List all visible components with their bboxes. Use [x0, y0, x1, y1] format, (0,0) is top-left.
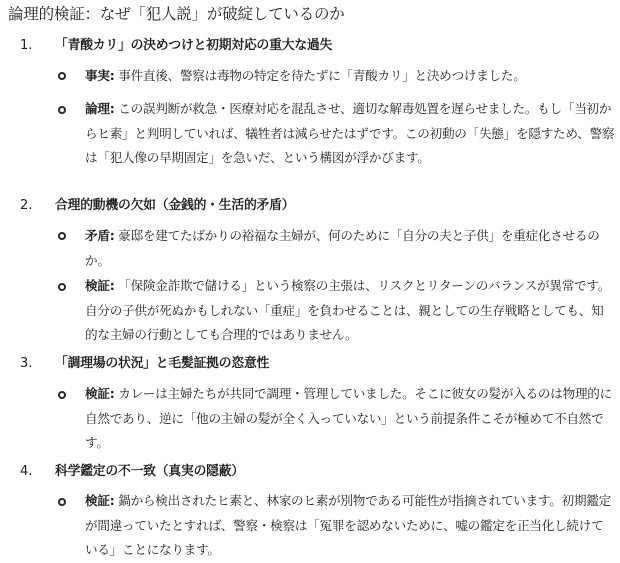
- bullet-icon: [58, 391, 66, 399]
- section-4-heading: 科学鑑定の不一致（真実の隠蔽）: [55, 464, 244, 479]
- section-1-item-1: [85, 64, 615, 89]
- item-text: 「保険金詐欺で儲ける」という検察の主張は、リスクとリターンのバランスが異常です。自分の子供が死ぬかもしれない「重症」を負わせることは、親としての生存戦略としても、知的な主婦の行動としても合理的ではありません。: [85, 278, 611, 342]
- section-3-number: 3.: [20, 356, 33, 371]
- item-label: 検証:: [85, 386, 115, 401]
- item-text: カレーは主婦たちが共同で調理・管理していました。そこに彼女の髪が入るのは物理的に自然であり、逆に「他の主婦の髪が全く入っていない」という前提条件こそが極めて不自然です。: [85, 386, 612, 450]
- section-1-item-2: [85, 97, 615, 171]
- bullet-icon: [58, 232, 66, 240]
- section-4-number: 4.: [20, 464, 33, 479]
- bullet-icon: [58, 283, 66, 291]
- section-2-heading: 合理的動機の欠如（金銭的・生活的矛盾）: [55, 198, 295, 213]
- section-3-item-1: [85, 382, 615, 456]
- item-label: 検証:: [85, 278, 115, 293]
- item-label: 検証:: [85, 493, 115, 508]
- section-1-heading: 「青酸カリ」の決めつけと初期対応の重大な過失: [55, 38, 333, 53]
- item-label: 矛盾:: [85, 228, 115, 243]
- bullet-icon: [58, 498, 66, 506]
- item-label: 事実:: [85, 68, 115, 83]
- section-4-item-1: [85, 489, 615, 563]
- section-2-number: 2.: [20, 198, 33, 213]
- item-text: 鍋から検出されたヒ素と、林家のヒ素が別物である可能性が指摘されています。初期鑑定が間違っていたとすれば、警察・検察は「冤罪を認めないために、嘘の鑑定を正当化し続けている」ことになります。: [85, 493, 611, 557]
- section-2-item-1: [85, 224, 615, 273]
- item-text: この誤判断が救急・医療対応を混乱させ、適切な解毒処置を遅らせました。もし「当初からヒ素」と判明していれば、犠牲者は減らせたはずです。この初動の「失態」を隠すため、警察は「犯人像の早期固定」を急いだ、という構図が浮かびます。: [85, 101, 615, 165]
- section-3-heading: 「調理場の状況」と毛髪証拠の恣意性: [55, 356, 270, 371]
- item-text: 豪邸を建てたばかりの裕福な主婦が、何のために「自分の夫と子供」を重症化させるのか。: [85, 228, 600, 268]
- section-1-number: 1.: [20, 38, 33, 53]
- item-label: 論理:: [85, 101, 115, 116]
- bullet-icon: [58, 72, 66, 80]
- item-text: 事件直後、警察は毒物の特定を待たずに「青酸カリ」と決めつけました。: [114, 68, 526, 83]
- bullet-icon: [58, 106, 66, 114]
- section-2-item-2: [85, 274, 615, 348]
- page-title: 論理的検証：なぜ「犯人説」が破綻しているのか: [8, 5, 345, 23]
